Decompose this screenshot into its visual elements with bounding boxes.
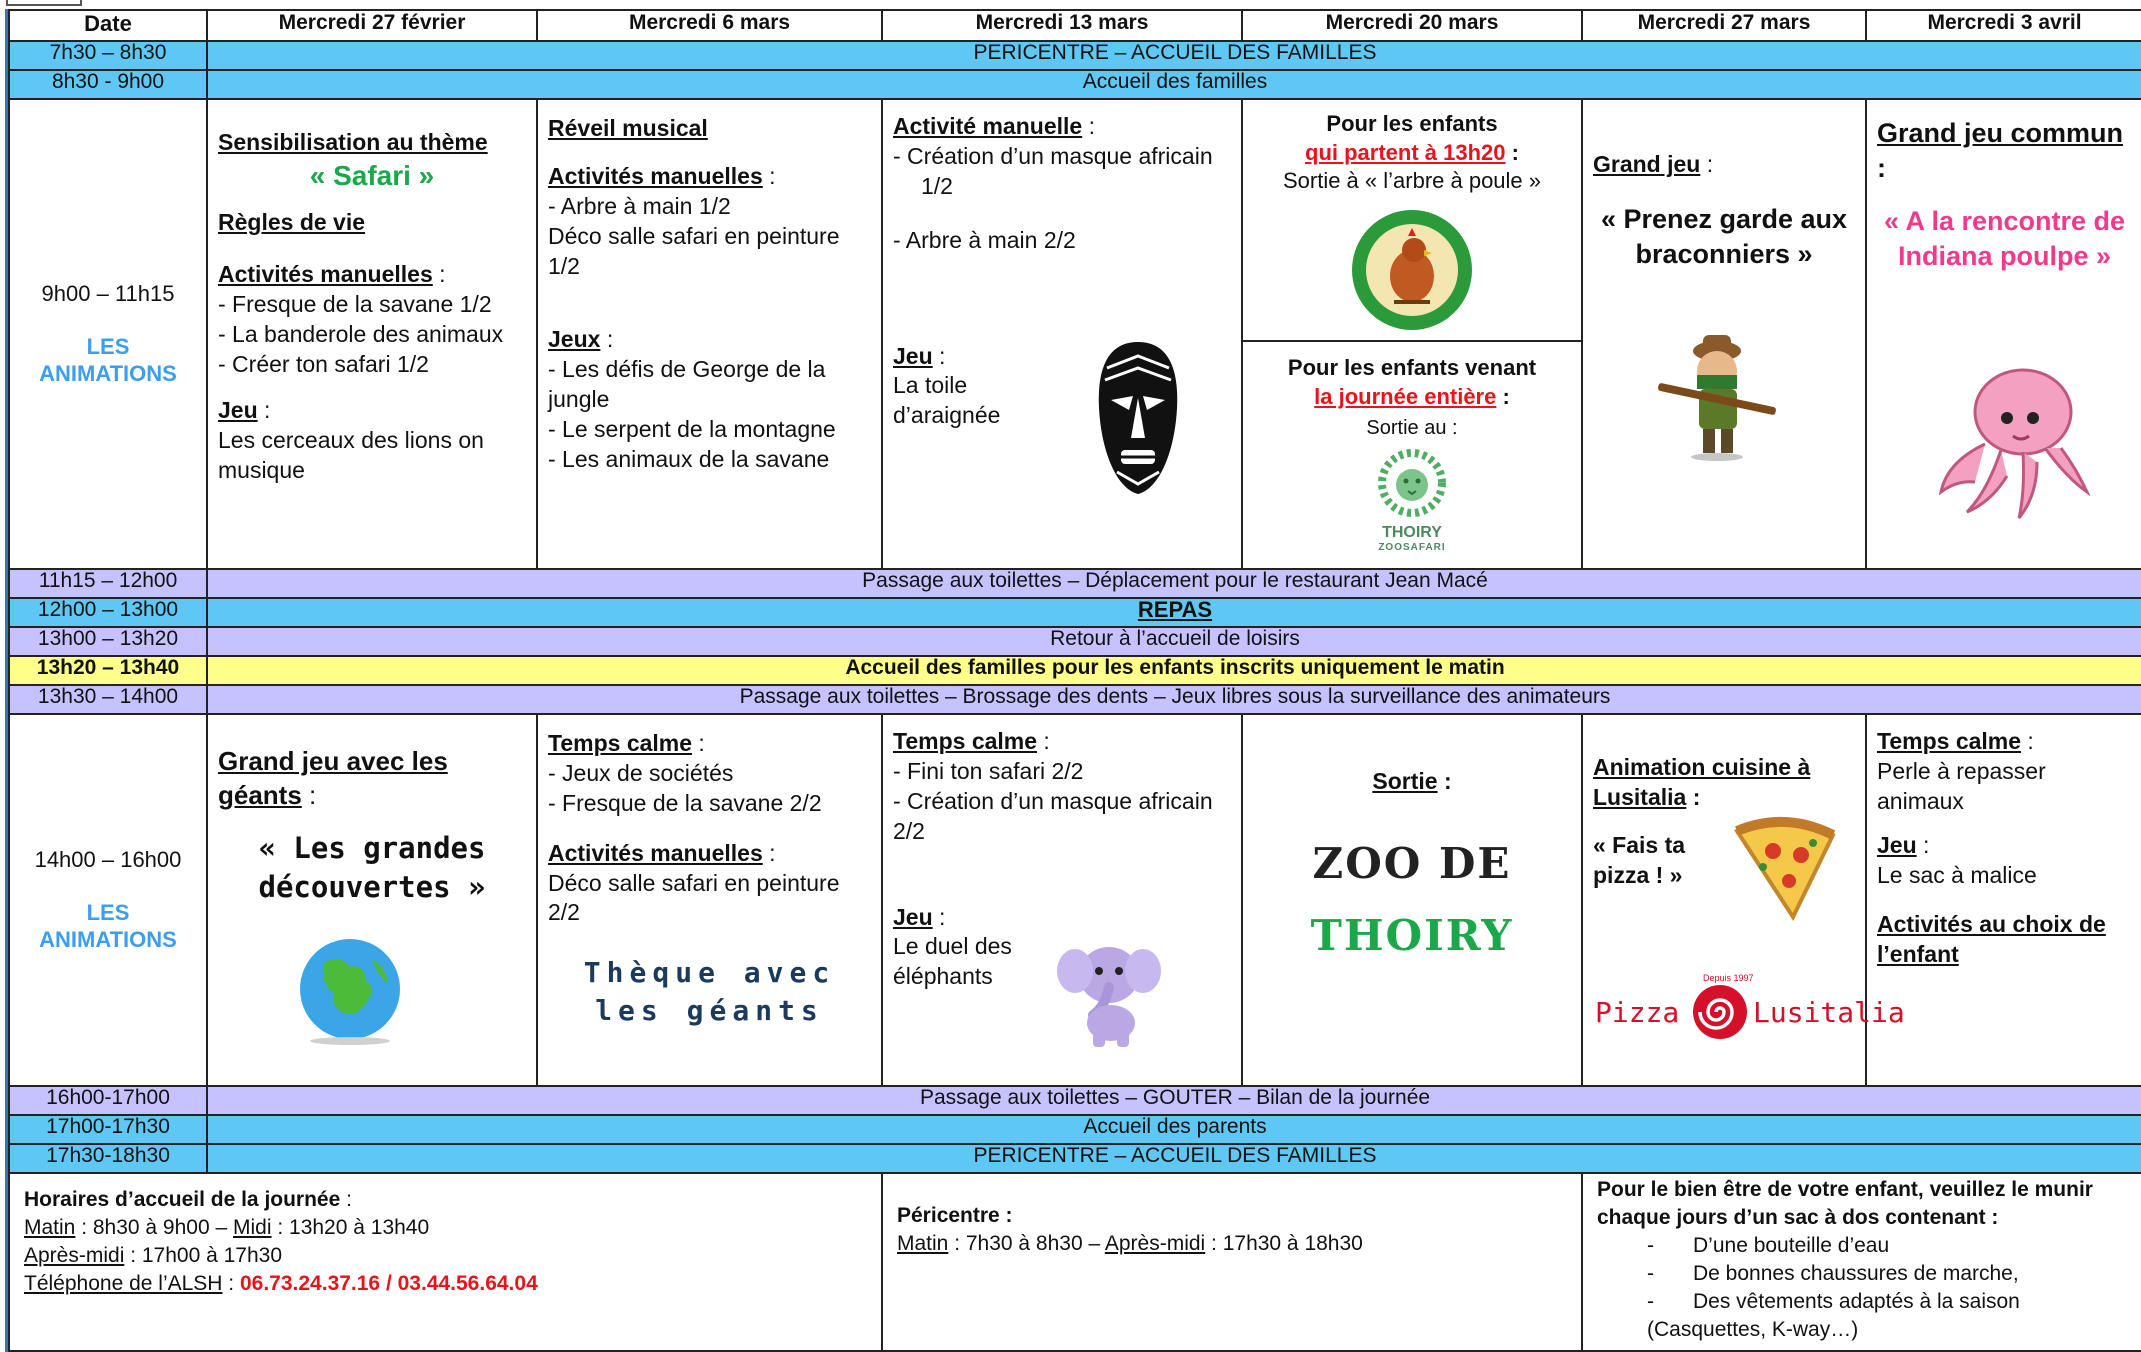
band-text: PERICENTRE – ACCUEIL DES FAMILLES [207, 1144, 2141, 1173]
list-item: - Création d’un masque africain 2/2 [893, 787, 1213, 844]
morning-day-6 [1866, 99, 2141, 569]
afternoon-day-4 [1242, 714, 1582, 1086]
title: Pour les enfants [1326, 111, 1498, 136]
colon: : [1082, 113, 1095, 139]
list-item: - De bonnes chaussures de marche, [1647, 1261, 2019, 1285]
band-text: Accueil des familles [207, 70, 2141, 99]
morning-time-cell [9, 99, 207, 569]
band-row-pericentre-morning [9, 41, 2141, 70]
list-item: - Fresque de la savane 1/2 [218, 291, 492, 318]
band-row-pericentre-evening [9, 1144, 2141, 1173]
label: Après-midi [24, 1243, 125, 1267]
logo-text: THOIRY [1382, 523, 1442, 541]
title: Animation cuisine à Lusitalia [1593, 754, 1811, 810]
afternoon-day-3 [882, 714, 1242, 1086]
header-day-3: Mercredi 13 mars [882, 10, 1242, 41]
colon: : [222, 1271, 240, 1295]
list-item: - Fini ton safari 2/2 [893, 757, 1084, 784]
activity-title: « Fais ta pizza ! » [1593, 831, 1686, 888]
activity-title: « Les grandes découvertes » [258, 830, 486, 904]
band-row-retour [9, 627, 2141, 656]
list-item: - Les animaux de la savane [548, 446, 830, 473]
header-day-4: Mercredi 20 mars [1242, 10, 1582, 41]
sheet-tab [6, 0, 82, 6]
header-row [9, 10, 2141, 41]
logo-text: Lusitalia [1753, 996, 1905, 1029]
afternoon-day-2 [537, 714, 882, 1086]
subtitle: Activités manuelles [218, 261, 433, 288]
subtitle: Jeu [893, 903, 933, 930]
arbre-a-poule-logo [1348, 206, 1476, 334]
octopus-icon [1927, 352, 2097, 522]
header-day-5: Mercredi 27 mars [1582, 10, 1866, 41]
band-time: 16h00-17h00 [9, 1086, 207, 1115]
colon: : [600, 326, 614, 353]
logo-text: Depuis 1997 [1703, 973, 1754, 983]
band-row-accueil [9, 70, 2141, 99]
colon: : [2021, 728, 2034, 754]
morning-label-2: ANIMATIONS [39, 361, 177, 386]
band-text: REPAS [207, 598, 2141, 627]
band-row-accueil-matin [9, 656, 2141, 685]
list-item: - La banderole des animaux [218, 320, 504, 347]
list-item: - Arbre à main 2/2 [893, 226, 1076, 253]
value: : 8h30 à 9h00 – [75, 1215, 233, 1239]
title: Grand jeu avec les géants [218, 746, 448, 810]
list-item-text: De bonnes chaussures de marche, [1693, 1261, 2019, 1285]
phone-number: 06.73.24.37.16 / 03.44.56.64.04 [239, 1271, 538, 1295]
colon: : [932, 342, 946, 369]
footer-hours [9, 1173, 882, 1351]
list-item: Sortie à « l’arbre à poule » [1282, 168, 1542, 194]
colon: : [257, 396, 271, 423]
activity-title: « A la rencontre de Indiana poulpe » [1883, 206, 2126, 272]
list-item: - D’une bouteille d’eau [1647, 1233, 1890, 1257]
value: : 17h00 à 17h30 [124, 1243, 283, 1267]
subtitle: Jeu [893, 342, 933, 369]
label: Téléphone de l’ALSH [24, 1271, 223, 1295]
list-item: - Création d’un masque africain 1/2 [893, 142, 1213, 199]
list-item: - Arbre à main 1/2 [548, 192, 731, 219]
highlight: la journée entière [1314, 383, 1497, 409]
list-item: Déco salle safari en peinture 1/2 [548, 222, 840, 279]
morning-day-4-top [1243, 100, 1581, 342]
afternoon-label-2: ANIMATIONS [39, 927, 177, 952]
band-time: 12h00 – 13h00 [9, 598, 207, 627]
subtitle: Activités manuelles [548, 162, 763, 189]
pizza-slice-icon [1729, 811, 1841, 923]
colon: : [1496, 383, 1510, 409]
title: Temps calme [1877, 728, 2022, 754]
label: Matin [24, 1215, 76, 1239]
activity-title: ZOO DE [1312, 838, 1512, 888]
list-item-text: Des vêtements adaptés à la saison (Casquettes, K-way…) [1647, 1289, 2020, 1341]
band-time: 17h30-18h30 [9, 1144, 207, 1173]
logo-text: Pizza [1595, 996, 1680, 1029]
afternoon-day-1 [207, 714, 537, 1086]
afternoon-time-cell [9, 714, 207, 1086]
label: Après-midi [1104, 1231, 1206, 1255]
morning-label-1: LES [86, 333, 130, 359]
list-item: Le duel des éléphants [893, 933, 1012, 990]
footer-title: Péricentre : [897, 1204, 1013, 1227]
afternoon-time: 14h00 – 16h00 [34, 846, 182, 872]
list-item: La toile d’araignée [893, 372, 1001, 429]
colon: : [1437, 768, 1452, 794]
highlight: qui partent à 13h20 [1305, 139, 1506, 165]
band-time: 13h20 – 13h40 [9, 656, 207, 685]
title: Grand jeu [1593, 151, 1701, 177]
band-time: 7h30 – 8h30 [9, 41, 207, 70]
colon: : [1916, 831, 1930, 858]
title: Sortie [1372, 768, 1438, 794]
title: Temps calme [548, 730, 693, 756]
band-row-brossage [9, 685, 2141, 714]
band-text: PERICENTRE – ACCUEIL DES FAMILLES [207, 41, 2141, 70]
colon: : [1686, 783, 1701, 810]
list-item: - Les défis de George de la jungle [548, 356, 826, 413]
title: Activité manuelle [893, 113, 1083, 139]
band-text: Retour à l’accueil de loisirs [207, 627, 2141, 656]
afternoon-label-1: LES [86, 899, 130, 925]
activity-title: « Prenez garde aux braconniers » [1600, 203, 1848, 269]
thoiry-lion-icon [1372, 447, 1452, 517]
footer-pericentre [882, 1173, 1582, 1351]
subtitle: Activités au choix de l’enfant [1877, 911, 2106, 968]
colon: : [301, 779, 317, 810]
morning-day-5 [1582, 99, 1866, 569]
label: Matin [897, 1231, 949, 1255]
band-text: Passage aux toilettes – Brossage des dents – Jeux libres sous la surveillance des animateurs [207, 685, 2141, 714]
colon: : [1505, 139, 1519, 165]
header-day-6: Mercredi 3 avril [1866, 10, 2141, 41]
list-item: - Fresque de la savane 2/2 [548, 789, 822, 816]
title: Grand jeu commun [1877, 118, 2124, 148]
title: Réveil musical [548, 115, 708, 141]
band-row-repas [9, 598, 2141, 627]
value: : 7h30 à 8h30 – [948, 1231, 1105, 1255]
planning-table [8, 9, 2141, 1352]
header-date: Date [9, 10, 207, 41]
logo-text: ZOOSAFARI [1378, 541, 1446, 553]
header-day-1: Mercredi 27 février [207, 10, 537, 41]
equipment-list [1597, 1232, 2128, 1344]
subtitle: Jeu [218, 396, 258, 423]
planning-sheet [5, 9, 2141, 1352]
footer-equipment [1582, 1173, 2141, 1351]
list-item-text: D’une bouteille d’eau [1693, 1233, 1890, 1257]
value: : 17h30 à 18h30 [1205, 1231, 1363, 1255]
title: Pour les enfants venant [1287, 355, 1537, 380]
subtitle: Activités manuelles [548, 839, 763, 866]
subtitle: Jeux [548, 326, 601, 353]
label: Midi [233, 1215, 272, 1239]
colon: : [1877, 153, 1886, 184]
footer-title: Horaires d’accueil de la journée [24, 1188, 341, 1211]
colon: : [932, 903, 946, 930]
morning-row [9, 99, 2141, 569]
list-item: - Le serpent de la montagne [548, 416, 836, 443]
list-item: Perle à repasser animaux [1877, 757, 2046, 814]
morning-day-4 [1242, 99, 1582, 569]
activity-title: les géants [595, 994, 824, 1028]
colon: : [1037, 728, 1050, 754]
morning-day-3 [882, 99, 1242, 569]
african-mask-icon [1093, 338, 1183, 498]
morning-day-2 [537, 99, 882, 569]
band-text: Accueil des parents [207, 1115, 2141, 1144]
list-item: - Jeux de sociétés [548, 759, 734, 786]
afternoon-row [9, 714, 2141, 1086]
band-time: 17h00-17h30 [9, 1115, 207, 1144]
band-row-gouter [9, 1086, 2141, 1115]
footer-row [9, 1173, 2141, 1351]
colon: : [692, 730, 705, 756]
earth-globe-icon [294, 933, 406, 1045]
spiral-logo-icon [1691, 983, 1749, 1041]
list-item: Sortie au : [1366, 417, 1458, 440]
subtitle: Jeu [1877, 831, 1917, 858]
theme: « Safari » [309, 159, 435, 191]
morning-time: 9h00 – 11h15 [41, 280, 175, 306]
band-time: 11h15 – 12h00 [9, 569, 207, 598]
band-text: Accueil des familles pour les enfants inscrits uniquement le matin [207, 656, 2141, 685]
band-time: 8h30 - 9h00 [9, 70, 207, 99]
colon: : [1700, 151, 1714, 177]
list-item: - Des vêtements adaptés à la saison (Casquettes, K-way…) [1647, 1289, 2020, 1341]
colon: : [762, 162, 776, 189]
band-time: 13h30 – 14h00 [9, 685, 207, 714]
band-time: 13h00 – 13h20 [9, 627, 207, 656]
list-item: Le sac à malice [1877, 861, 2037, 888]
colon: : [762, 839, 776, 866]
header-day-2: Mercredi 6 mars [537, 10, 882, 41]
lusitalia-logo [1595, 973, 1905, 1043]
value: : 13h20 à 13h40 [271, 1215, 430, 1239]
band-row-toilettes-restaurant [9, 569, 2141, 598]
activity-title: Thèque avec [583, 956, 836, 990]
footer-title: Pour le bien être de votre enfant, veuillez le munir chaque jours d’un sac à dos contenant : [1597, 1178, 2093, 1229]
subtitle: Règles de vie [218, 209, 366, 236]
list-item: Les cerceaux des lions on musique [218, 426, 484, 483]
title: Sensibilisation au thème [218, 129, 488, 155]
morning-day-1 [207, 99, 537, 569]
afternoon-day-6 [1866, 714, 2141, 1086]
band-text: Passage aux toilettes – Déplacement pour le restaurant Jean Macé [207, 569, 2141, 598]
morning-day-4-bottom [1243, 342, 1581, 554]
band-text: Passage aux toilettes – GOUTER – Bilan de la journée [207, 1086, 2141, 1115]
activity-title: THOIRY [1310, 911, 1514, 961]
poacher-hunter-icon [1653, 325, 1783, 465]
title: Temps calme [893, 728, 1038, 754]
colon: : [432, 261, 446, 288]
elephant-icon [1053, 927, 1163, 1051]
list-item: Déco salle safari en peinture 2/2 [548, 869, 840, 926]
band-row-accueil-parents [9, 1115, 2141, 1144]
list-item: - Créer ton safari 1/2 [218, 350, 429, 377]
colon: : [340, 1188, 352, 1211]
